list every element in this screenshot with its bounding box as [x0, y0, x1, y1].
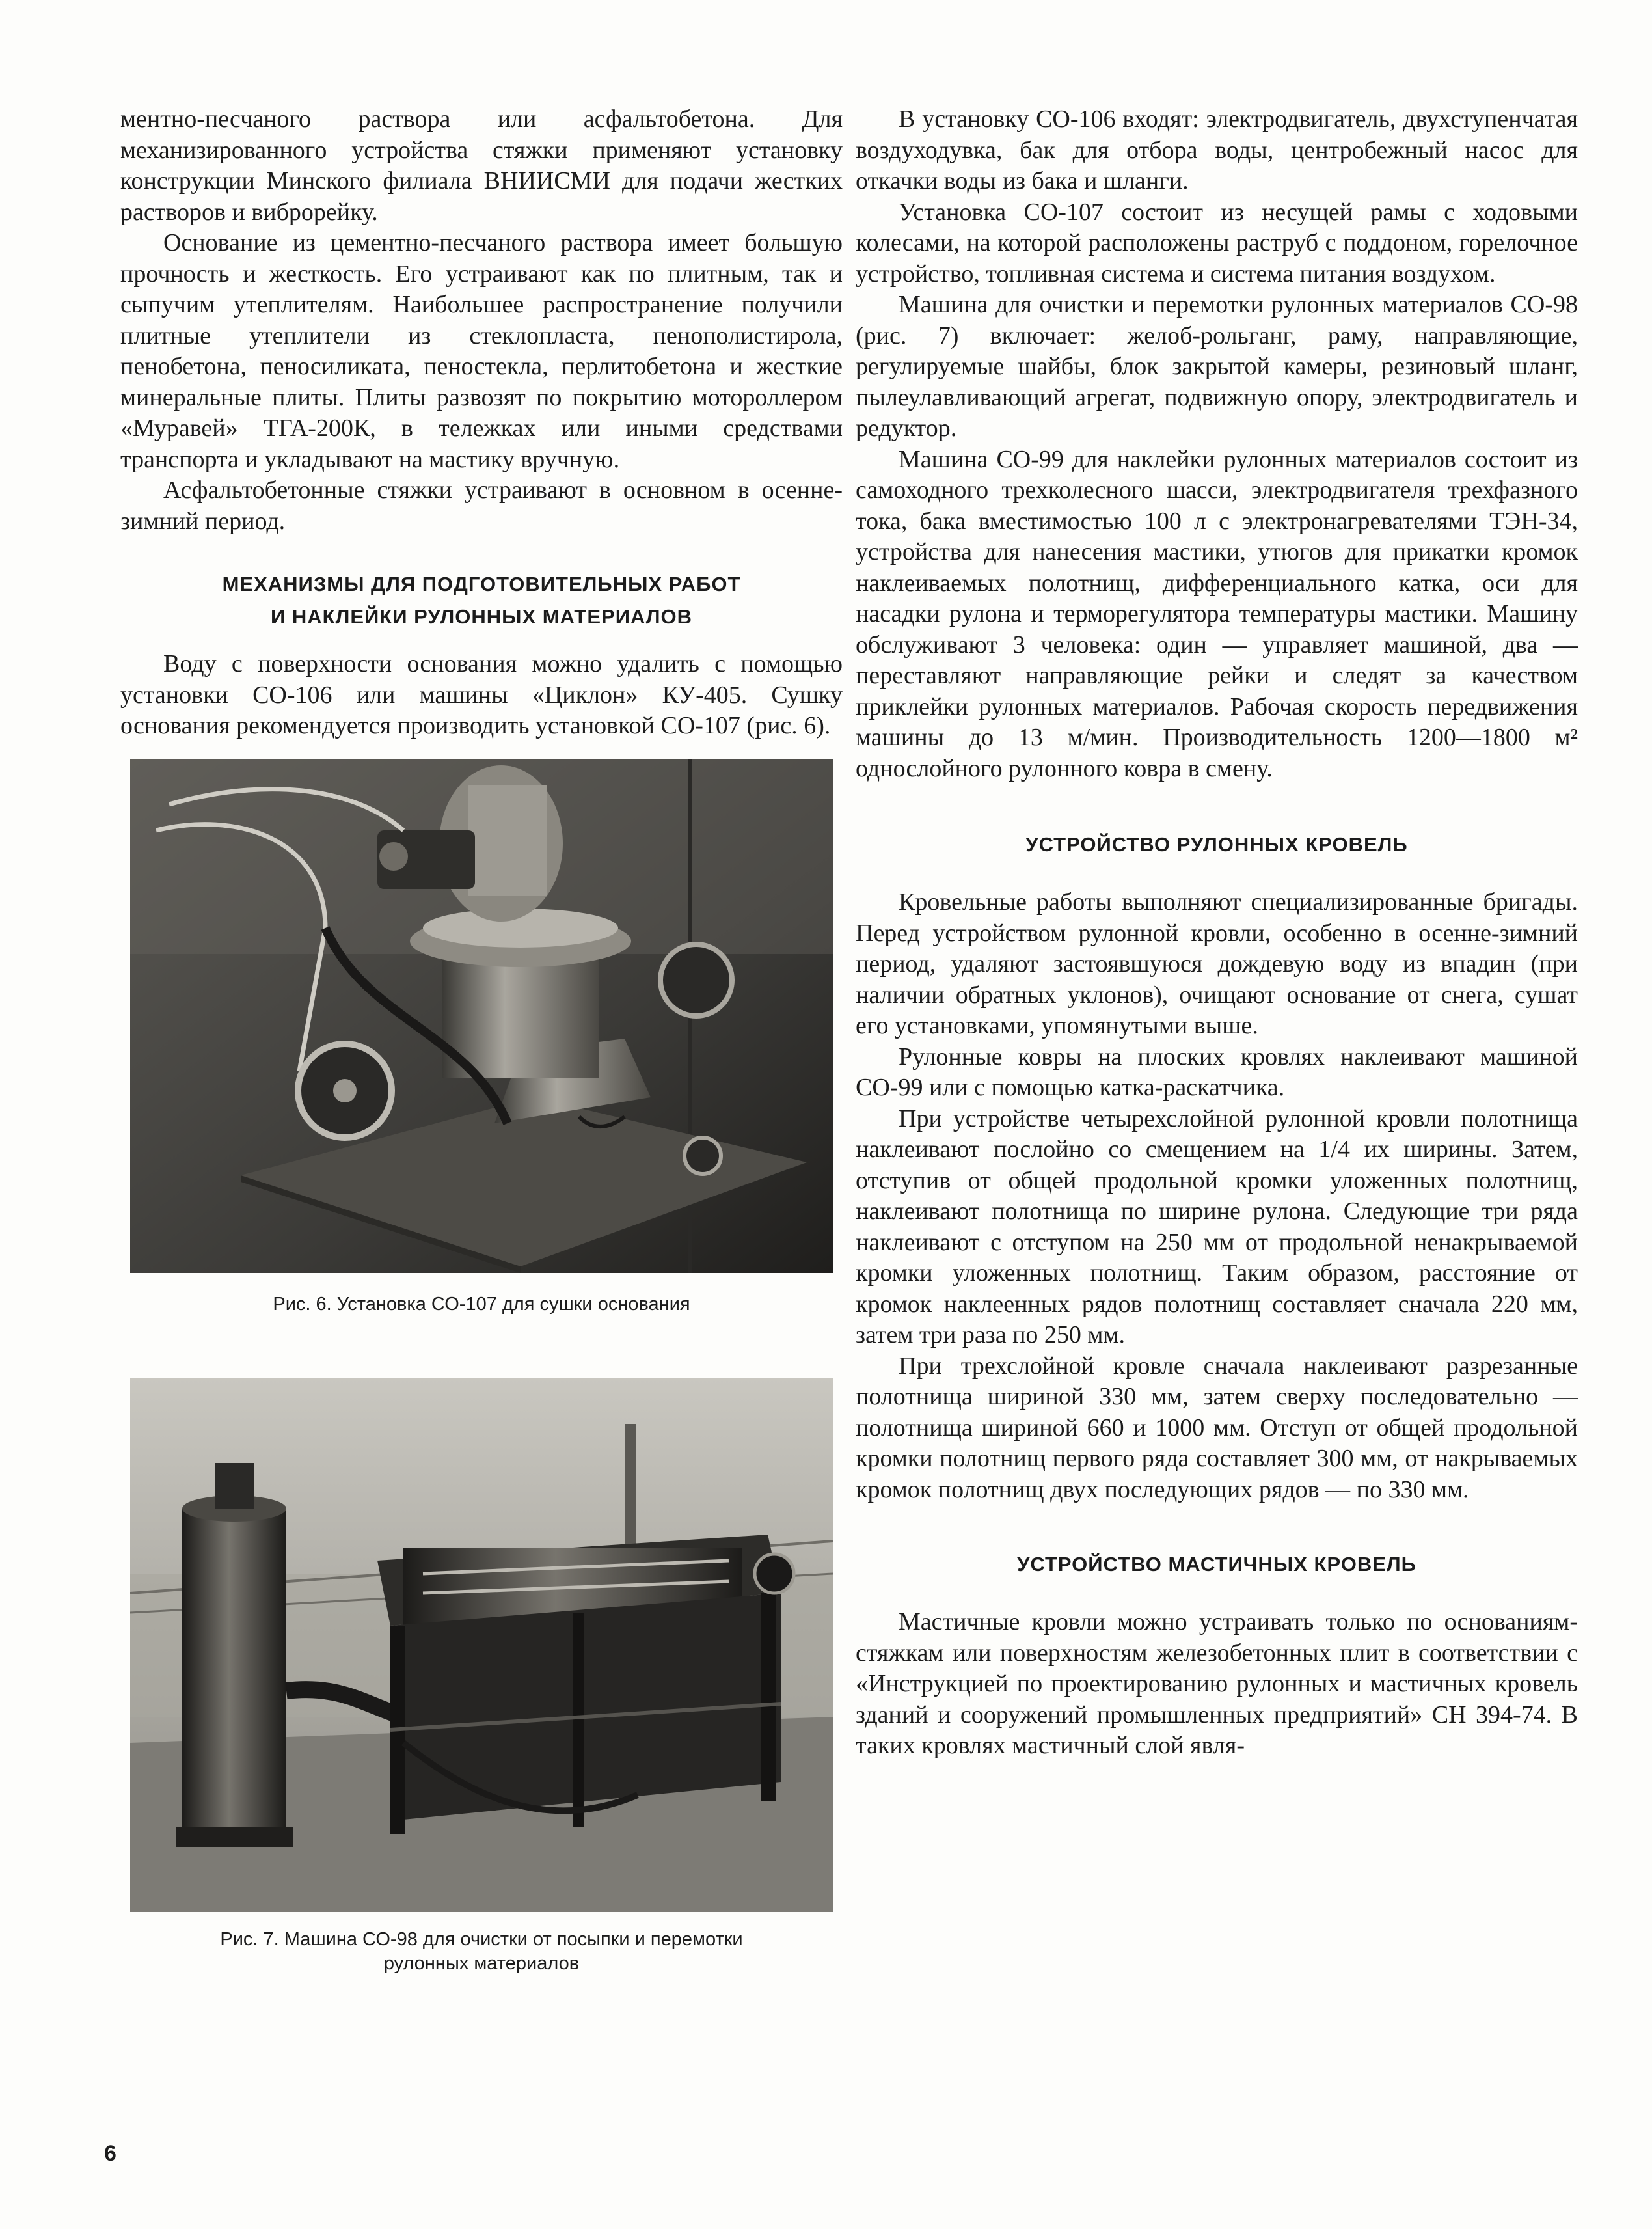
dryer-unit-illustration [130, 759, 833, 1273]
paragraph: Машина СО-99 для наклейки рулонных материалов состоит из самоходного трехколесного шасси, электродвигателя трехфазного тока, бака вместимостью 100 л с электронагревателями ТЭН-34, устройства для нанесения мастики, утюгов для прикатки кромок наклеиваемых полотнищ, дифференциального катка, оси для насадки рулона и терморегулятора температуры мастики. Машину обслуживают 3 человека: один — управляет машиной, два — переставляют направляющие рейки и следят за качеством приклейки рулонных материалов. Рабочая скорость передвижения машины до 13 м/мин. Производительность 1200—1800 м² однослойного рулонного ковра в смену. [856, 445, 1578, 782]
paragraph: Основание из цементно-песчаного раствора имеет большую прочность и жесткость. Его устраивают как по плитным, так и сыпучим утеплителям. Наибольшее распространение получили плитные утеплители из стеклопласта, пенополистирола, пенобетона, пеносиликата, пеностекла, перлитобетона и жесткие минеральные плиты. Плиты развозят по покрытию мотороллером «Муравей» ТГА-200К, в тележках или иными средствами транспорта и укладывают на мастику вручную. [120, 229, 843, 473]
heading-line: И НАКЛЕЙКИ РУЛОННЫХ МАТЕРИАЛОВ [270, 605, 693, 628]
figure-6-photo [130, 759, 833, 1273]
paragraph: Машина для очистки и перемотки рулонных материалов СО-98 (рис. 7) включает: желоб-рольганг, раму, направляющие, регулируемые шайбы, блок закрытой камеры, резиновый шланг, пылеулавливающий агрегат, подвижную опору, электродвигатель и редуктор. [856, 291, 1578, 442]
paragraph: Мастичные кровли можно устраивать только по основаниям-стяжкам или поверхностям железобетонных плит в соответствии с «Инструкцией по проектированию рулонных и мастичных кровель зданий и сооружений промышленных предприятий» СН 394-74. В таких кровлях мастичный слой явля- [856, 1608, 1578, 1759]
right-column [856, 104, 1578, 1762]
paragraph: Воду с поверхности основания можно удалить с помощью установки СО-106 или машины «Циклон» КУ-405. Сушку основания рекомендуется производить установкой СО-107 (рис. 6). [120, 650, 843, 739]
section-heading [120, 568, 843, 633]
paragraph: Установка СО-107 состоит из несущей рамы с ходовыми колесами, на которой расположены раструб с поддоном, горелочное устройство, топливная система и система питания воздухом. [856, 198, 1578, 288]
caption-line: рулонных материалов [383, 1952, 580, 1974]
figure-7-photo [130, 1378, 833, 1912]
section-heading: УСТРОЙСТВО МАСТИЧНЫХ КРОВЕЛЬ [1017, 1553, 1416, 1576]
paragraph: ментно-песчаного раствора или асфальтобетона. Для механизированного устройства стяжки применяют установку конструкции Минского филиала ВНИИСМИ для подачи жестких растворов и виброрейку. [120, 105, 843, 226]
section-heading: УСТРОЙСТВО РУЛОННЫХ КРОВЕЛЬ [1025, 833, 1408, 856]
paragraph: В установку СО-106 входят: электродвигатель, двухступенчатая воздуходувка, бак для отбора воды, центробежный насос для откачки воды из бака и шланги. [856, 105, 1578, 195]
caption-line: Рис. 7. Машина СО-98 для очистки от посыпки и перемотки [220, 1928, 743, 1950]
paragraph: При трехслойной кровле сначала наклеивают разрезанные полотнища шириной 330 мм, затем сверху последовательно — полотнища шириной 660 и 1000 мм. Отступ от общей продольной кромки полотнищ первого ряда составляет 300 мм, от накрываемых кромок полотнищ двух последующих рядов — по 330 мм. [856, 1352, 1578, 1503]
paragraph: Кровельные работы выполняют специализированные бригады. Перед устройством рулонной кровли, особенно в осенне-зимний период, удаляют застоявшуюся дождевую воду из впадин (при наличии обратных уклонов), очищают основание от снега, сушат его установками, упомянутыми выше. [856, 888, 1578, 1039]
page-number: 6 [104, 2141, 116, 2166]
figure-6-caption: Рис. 6. Установка СО-107 для сушки основания [273, 1293, 690, 1315]
heading-line: МЕХАНИЗМЫ ДЛЯ ПОДГОТОВИТЕЛЬНЫХ РАБОТ [222, 573, 741, 595]
paragraph: Рулонные ковры на плоских кровлях наклеивают машиной СО-99 или с помощью катка-раскатчика. [856, 1043, 1578, 1101]
paragraph: Асфальтобетонные стяжки устраивают в основном в осенне-зимний период. [120, 476, 843, 535]
left-column [120, 104, 843, 1976]
paragraph: При устройстве четырехслойной рулонной кровли полотнища наклеивают послойно со смещением на 1/4 их ширины. Затем, отступив от общей продольной кромки уложенных полотнищ, наклеивают полотнища по ширине рулона. Следующие три ряда наклеивают с отступом на 250 мм от продольной ненакрываемой кромки уложенных полотнищ. Таким образом, расстояние от кромок наклеенных рядов полотнищ составляет сначала 220 мм, затем три раза по 250 мм. [856, 1104, 1578, 1348]
figure-7-caption [120, 1928, 843, 1976]
roll-machine-illustration [130, 1378, 833, 1912]
